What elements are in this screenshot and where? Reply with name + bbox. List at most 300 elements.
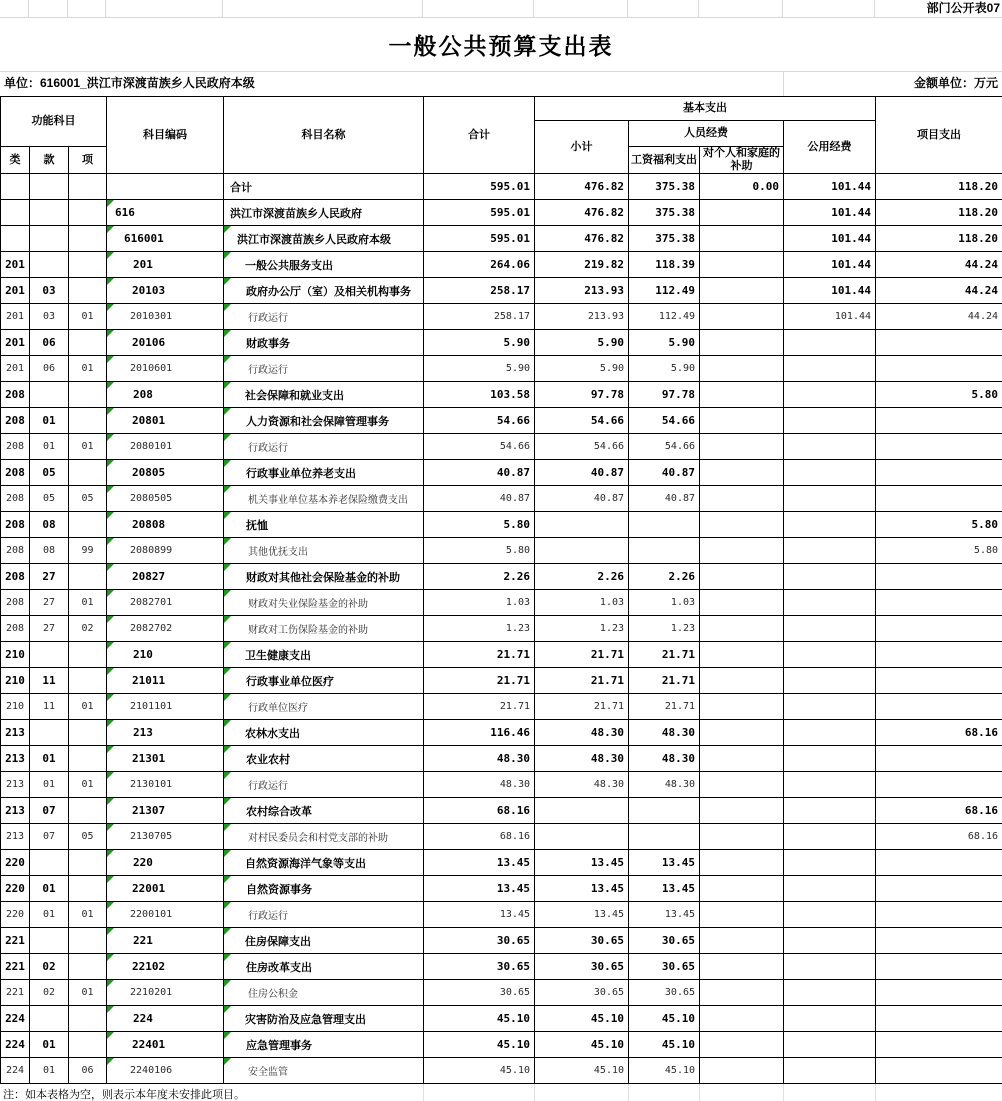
cell-kuan: 01 <box>30 746 69 772</box>
cell-subtotal: 21.71 <box>535 694 629 720</box>
cell-kuan: 01 <box>30 876 69 902</box>
cell-salary-welfare <box>629 538 700 564</box>
cell-family-subsidy <box>700 226 784 252</box>
table-row <box>1 590 1002 616</box>
green-triangle-icon <box>107 252 114 259</box>
cell-total: 258.17 <box>424 304 535 330</box>
cell-name: 农业农村 <box>224 746 424 772</box>
cell-lei: 201 <box>1 356 30 382</box>
cell-xiang: 99 <box>69 538 107 564</box>
cell-xiang: 02 <box>69 616 107 642</box>
header-salary-welfare: 工资福利支出 <box>629 147 700 174</box>
cell-kuan: 02 <box>30 954 69 980</box>
cell-subtotal: 30.65 <box>535 928 629 954</box>
cell-code: 2082702 <box>107 616 224 642</box>
cell-xiang <box>69 226 107 252</box>
cell-project-expense <box>876 1058 1002 1084</box>
cell-public-funds <box>784 512 876 538</box>
cell-public-funds <box>784 460 876 486</box>
cell-project-expense <box>876 460 1002 486</box>
cell-public-funds: 101.44 <box>784 252 876 278</box>
green-triangle-icon <box>107 408 114 415</box>
cell-subtotal <box>535 512 629 538</box>
cell-lei: 213 <box>1 746 30 772</box>
cell-salary-welfare: 48.30 <box>629 746 700 772</box>
cell-code: 2080899 <box>107 538 224 564</box>
cell-name: 对村民委员会和村党支部的补助 <box>224 824 424 850</box>
cell-family-subsidy <box>700 434 784 460</box>
header-family-subsidy: 对个人和家庭的补助 <box>700 147 784 174</box>
cell-kuan: 11 <box>30 694 69 720</box>
green-triangle-icon <box>107 564 114 571</box>
cell-subtotal: 13.45 <box>535 850 629 876</box>
cell-lei: 210 <box>1 668 30 694</box>
note-text: 注：如本表格为空，则表示本年度未安排此项目。 <box>3 1089 245 1101</box>
cell-lei <box>1 226 30 252</box>
green-triangle-icon <box>224 564 231 571</box>
cell-project-expense <box>876 954 1002 980</box>
cell-family-subsidy <box>700 278 784 304</box>
cell-public-funds <box>784 746 876 772</box>
cell-name: 住房改革支出 <box>224 954 424 980</box>
cell-name: 财政对工伤保险基金的补助 <box>224 616 424 642</box>
table-row <box>1 408 1002 434</box>
green-triangle-icon <box>224 772 231 779</box>
cell-lei: 208 <box>1 382 30 408</box>
cell-total: 30.65 <box>424 980 535 1006</box>
cell-subtotal: 40.87 <box>535 486 629 512</box>
table-row <box>1 564 1002 590</box>
cell-project-expense <box>876 772 1002 798</box>
cell-salary-welfare <box>629 512 700 538</box>
cell-total: 48.30 <box>424 746 535 772</box>
cell-project-expense: 118.20 <box>876 200 1002 226</box>
cell-kuan: 08 <box>30 538 69 564</box>
gridline <box>875 1084 876 1101</box>
cell-total: 116.46 <box>424 720 535 746</box>
table-row <box>1 746 1002 772</box>
cell-project-expense <box>876 876 1002 902</box>
grid-cell <box>423 0 534 17</box>
cell-salary-welfare: 45.10 <box>629 1058 700 1084</box>
green-triangle-icon <box>107 720 114 727</box>
green-triangle-icon <box>107 382 114 389</box>
cell-xiang: 01 <box>69 772 107 798</box>
cell-lei: 208 <box>1 512 30 538</box>
header-subtotal: 小计 <box>535 121 629 174</box>
cell-xiang <box>69 278 107 304</box>
cell-family-subsidy <box>700 486 784 512</box>
green-triangle-icon <box>224 226 231 233</box>
cell-subtotal: 21.71 <box>535 642 629 668</box>
cell-lei: 213 <box>1 772 30 798</box>
table-row <box>1 668 1002 694</box>
unit-band <box>0 72 1002 96</box>
grid-cell <box>699 0 783 17</box>
green-triangle-icon <box>224 798 231 805</box>
cell-code: 22001 <box>107 876 224 902</box>
table-row <box>1 642 1002 668</box>
cell-lei: 210 <box>1 694 30 720</box>
cell-code: 2101101 <box>107 694 224 720</box>
cell-salary-welfare: 375.38 <box>629 174 700 200</box>
cell-salary-welfare <box>629 798 700 824</box>
cell-subtotal: 1.03 <box>535 590 629 616</box>
cell-public-funds <box>784 798 876 824</box>
cell-xiang: 01 <box>69 980 107 1006</box>
table-row <box>1 772 1002 798</box>
cell-public-funds <box>784 356 876 382</box>
green-triangle-icon <box>107 850 114 857</box>
cell-lei: 201 <box>1 330 30 356</box>
cell-public-funds <box>784 564 876 590</box>
cell-code: 224 <box>107 1006 224 1032</box>
cell-lei: 220 <box>1 850 30 876</box>
cell-subtotal: 48.30 <box>535 746 629 772</box>
cell-family-subsidy <box>700 824 784 850</box>
cell-lei: 224 <box>1 1032 30 1058</box>
green-triangle-icon <box>107 1006 114 1013</box>
cell-kuan: 01 <box>30 1058 69 1084</box>
cell-family-subsidy <box>700 564 784 590</box>
cell-xiang <box>69 512 107 538</box>
green-triangle-icon <box>224 616 231 623</box>
table-row <box>1 1058 1002 1084</box>
cell-xiang: 01 <box>69 434 107 460</box>
cell-family-subsidy <box>700 1032 784 1058</box>
cell-lei: 221 <box>1 928 30 954</box>
cell-kuan <box>30 382 69 408</box>
gridline <box>783 72 784 96</box>
cell-family-subsidy <box>700 720 784 746</box>
cell-lei: 221 <box>1 980 30 1006</box>
unit-label: 单位：616001_洪江市深渡苗族乡人民政府本级 <box>4 76 255 90</box>
cell-family-subsidy <box>700 1058 784 1084</box>
cell-project-expense <box>876 668 1002 694</box>
cell-kuan: 06 <box>30 356 69 382</box>
cell-family-subsidy <box>700 876 784 902</box>
cell-project-expense: 44.24 <box>876 304 1002 330</box>
cell-xiang <box>69 850 107 876</box>
cell-project-expense: 68.16 <box>876 798 1002 824</box>
cell-family-subsidy <box>700 642 784 668</box>
cell-code: 2130101 <box>107 772 224 798</box>
cell-public-funds <box>784 408 876 434</box>
gridline <box>534 1084 535 1101</box>
cell-xiang <box>69 798 107 824</box>
grid-cell <box>0 0 29 17</box>
cell-subtotal: 5.90 <box>535 356 629 382</box>
gridline <box>628 1084 629 1101</box>
cell-subtotal: 48.30 <box>535 772 629 798</box>
green-triangle-icon <box>224 954 231 961</box>
cell-subtotal: 476.82 <box>535 200 629 226</box>
header-public-funds: 公用经费 <box>784 121 876 174</box>
cell-public-funds <box>784 954 876 980</box>
cell-salary-welfare: 1.23 <box>629 616 700 642</box>
cell-salary-welfare: 40.87 <box>629 486 700 512</box>
cell-salary-welfare: 1.03 <box>629 590 700 616</box>
cell-project-expense: 118.20 <box>876 174 1002 200</box>
cell-xiang: 05 <box>69 824 107 850</box>
cell-salary-welfare: 48.30 <box>629 720 700 746</box>
cell-kuan: 01 <box>30 772 69 798</box>
cell-subtotal: 213.93 <box>535 304 629 330</box>
cell-lei: 208 <box>1 460 30 486</box>
cell-subtotal: 97.78 <box>535 382 629 408</box>
cell-total: 13.45 <box>424 876 535 902</box>
green-triangle-icon <box>224 304 231 311</box>
cell-salary-welfare: 54.66 <box>629 408 700 434</box>
cell-project-expense: 5.80 <box>876 538 1002 564</box>
cell-xiang <box>69 876 107 902</box>
green-triangle-icon <box>224 434 231 441</box>
table-row <box>1 460 1002 486</box>
green-triangle-icon <box>224 642 231 649</box>
cell-name: 住房公积金 <box>224 980 424 1006</box>
cell-public-funds <box>784 824 876 850</box>
cell-code: 2080101 <box>107 434 224 460</box>
cell-total: 30.65 <box>424 928 535 954</box>
header-row <box>1 97 1002 121</box>
cell-project-expense <box>876 980 1002 1006</box>
page-title: 一般公共预算支出表 <box>388 33 614 59</box>
top-grid-row <box>0 0 1002 18</box>
cell-salary-welfare: 5.90 <box>629 330 700 356</box>
cell-family-subsidy <box>700 1006 784 1032</box>
cell-total: 40.87 <box>424 460 535 486</box>
cell-subtotal: 54.66 <box>535 408 629 434</box>
cell-subtotal: 54.66 <box>535 434 629 460</box>
cell-project-expense <box>876 434 1002 460</box>
cell-salary-welfare: 54.66 <box>629 434 700 460</box>
cell-family-subsidy <box>700 954 784 980</box>
cell-name: 洪江市深渡苗族乡人民政府本级 <box>224 226 424 252</box>
header-personnel: 人员经费 <box>629 121 784 147</box>
cell-subtotal: 213.93 <box>535 278 629 304</box>
cell-subtotal: 45.10 <box>535 1058 629 1084</box>
cell-lei: 224 <box>1 1058 30 1084</box>
green-triangle-icon <box>107 460 114 467</box>
cell-kuan: 27 <box>30 616 69 642</box>
cell-project-expense: 5.80 <box>876 512 1002 538</box>
cell-family-subsidy <box>700 980 784 1006</box>
cell-xiang: 01 <box>69 694 107 720</box>
cell-xiang: 01 <box>69 902 107 928</box>
green-triangle-icon <box>224 980 231 987</box>
green-triangle-icon <box>107 330 114 337</box>
green-triangle-icon <box>224 408 231 415</box>
cell-project-expense <box>876 590 1002 616</box>
table-row <box>1 252 1002 278</box>
cell-code: 20805 <box>107 460 224 486</box>
table-row <box>1 1006 1002 1032</box>
cell-xiang <box>69 382 107 408</box>
green-triangle-icon <box>224 512 231 519</box>
cell-salary-welfare <box>629 824 700 850</box>
table-row <box>1 980 1002 1006</box>
cell-project-expense: 68.16 <box>876 720 1002 746</box>
cell-code: 22401 <box>107 1032 224 1058</box>
cell-name: 财政对失业保险基金的补助 <box>224 590 424 616</box>
cell-name: 机关事业单位基本养老保险缴费支出 <box>224 486 424 512</box>
cell-total: 45.10 <box>424 1058 535 1084</box>
cell-public-funds: 101.44 <box>784 304 876 330</box>
cell-lei: 201 <box>1 278 30 304</box>
cell-public-funds <box>784 928 876 954</box>
table-row <box>1 694 1002 720</box>
green-triangle-icon <box>224 668 231 675</box>
green-triangle-icon <box>107 538 114 545</box>
cell-name: 自然资源事务 <box>224 876 424 902</box>
cell-kuan: 05 <box>30 460 69 486</box>
cell-family-subsidy <box>700 928 784 954</box>
cell-family-subsidy <box>700 798 784 824</box>
cell-lei: 208 <box>1 590 30 616</box>
header-lei: 类 <box>1 147 30 174</box>
cell-family-subsidy <box>700 512 784 538</box>
cell-subtotal: 476.82 <box>535 226 629 252</box>
cell-kuan: 01 <box>30 434 69 460</box>
cell-public-funds <box>784 616 876 642</box>
cell-public-funds <box>784 772 876 798</box>
cell-name: 财政事务 <box>224 330 424 356</box>
cell-salary-welfare: 2.26 <box>629 564 700 590</box>
table-row <box>1 954 1002 980</box>
cell-total: 5.80 <box>424 512 535 538</box>
cell-name: 行政事业单位养老支出 <box>224 460 424 486</box>
green-triangle-icon <box>224 902 231 909</box>
cell-public-funds: 101.44 <box>784 226 876 252</box>
header-basic-expense: 基本支出 <box>535 97 876 121</box>
green-triangle-icon <box>224 1032 231 1039</box>
green-triangle-icon <box>224 876 231 883</box>
cell-code: 2010601 <box>107 356 224 382</box>
cell-public-funds <box>784 382 876 408</box>
cell-salary-welfare: 21.71 <box>629 694 700 720</box>
cell-salary-welfare: 45.10 <box>629 1006 700 1032</box>
cell-name: 灾害防治及应急管理支出 <box>224 1006 424 1032</box>
cell-name: 行政运行 <box>224 772 424 798</box>
cell-project-expense: 44.24 <box>876 252 1002 278</box>
green-triangle-icon <box>107 278 114 285</box>
cell-code: 20103 <box>107 278 224 304</box>
cell-subtotal: 45.10 <box>535 1006 629 1032</box>
cell-code: 220 <box>107 850 224 876</box>
cell-family-subsidy <box>700 356 784 382</box>
cell-subtotal: 30.65 <box>535 954 629 980</box>
green-triangle-icon <box>107 590 114 597</box>
cell-name: 行政事业单位医疗 <box>224 668 424 694</box>
table-row <box>1 174 1002 200</box>
amount-unit-label: 金额单位：万元 <box>913 76 998 90</box>
cell-subtotal <box>535 798 629 824</box>
grid-cell <box>628 0 699 17</box>
cell-kuan: 07 <box>30 798 69 824</box>
table-row <box>1 616 1002 642</box>
header-subject-name: 科目名称 <box>224 97 424 174</box>
cell-code <box>107 174 224 200</box>
cell-kuan: 01 <box>30 1032 69 1058</box>
cell-total: 21.71 <box>424 668 535 694</box>
cell-public-funds <box>784 434 876 460</box>
cell-salary-welfare: 112.49 <box>629 304 700 330</box>
green-triangle-icon <box>224 824 231 831</box>
cell-kuan <box>30 1006 69 1032</box>
cell-xiang <box>69 954 107 980</box>
cell-salary-welfare: 30.65 <box>629 954 700 980</box>
green-triangle-icon <box>107 798 114 805</box>
grid-cell <box>534 0 628 17</box>
cell-total: 103.58 <box>424 382 535 408</box>
cell-public-funds <box>784 1032 876 1058</box>
grid-cell <box>783 0 875 17</box>
cell-public-funds <box>784 538 876 564</box>
cell-name: 行政运行 <box>224 304 424 330</box>
table-row <box>1 512 1002 538</box>
cell-subtotal <box>535 824 629 850</box>
cell-xiang: 01 <box>69 590 107 616</box>
cell-family-subsidy <box>700 668 784 694</box>
cell-lei: 201 <box>1 252 30 278</box>
grid-cell <box>875 0 1002 17</box>
cell-project-expense <box>876 902 1002 928</box>
green-triangle-icon <box>224 486 231 493</box>
green-triangle-icon <box>224 928 231 935</box>
green-triangle-icon <box>107 980 114 987</box>
cell-family-subsidy <box>700 746 784 772</box>
cell-public-funds <box>784 1006 876 1032</box>
cell-lei: 224 <box>1 1006 30 1032</box>
cell-xiang <box>69 928 107 954</box>
cell-code: 210 <box>107 642 224 668</box>
cell-xiang: 01 <box>69 304 107 330</box>
gridline <box>783 1084 784 1101</box>
cell-total: 258.17 <box>424 278 535 304</box>
cell-code: 21011 <box>107 668 224 694</box>
budget-table <box>0 96 1002 1084</box>
cell-code: 213 <box>107 720 224 746</box>
green-triangle-icon <box>107 642 114 649</box>
cell-xiang <box>69 746 107 772</box>
cell-project-expense <box>876 746 1002 772</box>
cell-family-subsidy <box>700 538 784 564</box>
cell-project-expense <box>876 642 1002 668</box>
table-row <box>1 304 1002 330</box>
green-triangle-icon <box>107 928 114 935</box>
table-row <box>1 200 1002 226</box>
green-triangle-icon <box>224 1058 231 1065</box>
cell-public-funds <box>784 668 876 694</box>
cell-name: 自然资源海洋气象等支出 <box>224 850 424 876</box>
cell-code: 616001 <box>107 226 224 252</box>
green-triangle-icon <box>107 512 114 519</box>
cell-kuan: 27 <box>30 590 69 616</box>
cell-name: 社会保障和就业支出 <box>224 382 424 408</box>
cell-total: 264.06 <box>424 252 535 278</box>
cell-family-subsidy <box>700 772 784 798</box>
cell-lei: 201 <box>1 304 30 330</box>
cell-family-subsidy <box>700 252 784 278</box>
cell-name: 卫生健康支出 <box>224 642 424 668</box>
green-triangle-icon <box>224 460 231 467</box>
cell-name: 洪江市深渡苗族乡人民政府 <box>224 200 424 226</box>
cell-lei: 220 <box>1 902 30 928</box>
table-row <box>1 928 1002 954</box>
cell-code: 221 <box>107 928 224 954</box>
cell-project-expense <box>876 616 1002 642</box>
cell-code: 22102 <box>107 954 224 980</box>
